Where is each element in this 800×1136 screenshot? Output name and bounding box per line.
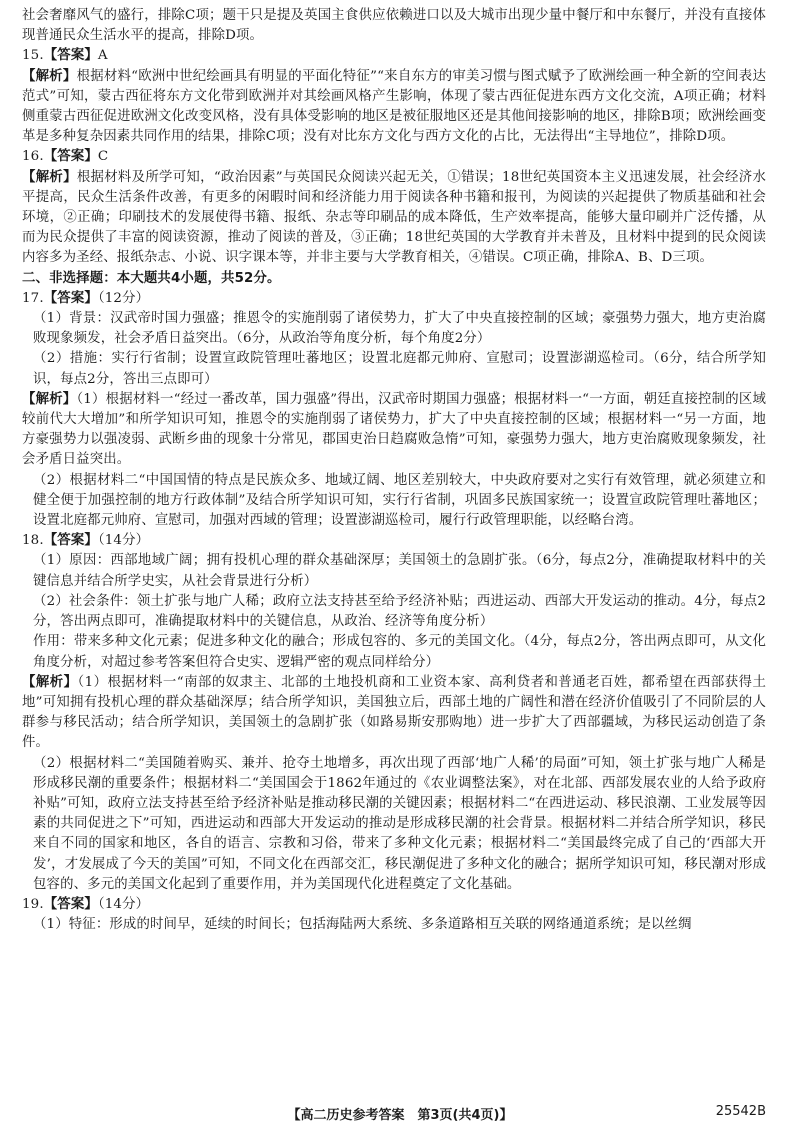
question-number: 17. bbox=[22, 290, 44, 306]
analysis-label: 【解析】 bbox=[22, 68, 77, 84]
analysis-label: 【解析】 bbox=[22, 391, 77, 407]
answer-label: 【答案】 bbox=[43, 290, 98, 306]
q18-answer-line bbox=[22, 531, 766, 551]
question-number: 19. bbox=[22, 896, 44, 912]
q18-analysis-1 bbox=[22, 673, 766, 754]
score: （14分） bbox=[97, 533, 150, 549]
q15-analysis bbox=[22, 67, 766, 148]
q16-answer-line bbox=[22, 147, 766, 167]
answer-value: C bbox=[97, 149, 109, 165]
q19-answer-line bbox=[22, 895, 766, 915]
analysis-text: 根据材料“欧洲中世纪绘画具有明显的平面化特征”“来自东方的审美习惯与图式赋予了欧洲绘画一种全新的空间表达范式”可知，蒙古西征将东方文化带到欧洲并对其绘画风格产生影响，体现了蒙古西征促进东西方文化交流，A项正确；材料侧重蒙古西征促进欧洲文化改变风格，没有具体受影响的地区是被征服地区还是其他间接影响的地区，排除B项；欧洲绘画变革是多种复杂因素共同作用的结果，排除C项；没有对比东方文化与西方文化的占比，无法得出“主导地位”，排除D项。 bbox=[22, 68, 766, 145]
q16-analysis bbox=[22, 168, 766, 269]
q18-answer-part-3: 作用：带来多种文化元素；促进多种文化的融合；形成包容的、多元的美国文化。（4分，每点2分，答出两点即可，从文化角度分析，对超过参考答案但符合史实、逻辑严密的观点同样给分） bbox=[33, 634, 766, 670]
q17-answer-part-1: （1）背景：汉武帝时国力强盛；推恩令的实施削弱了诸侯势力，扩大了中央直接控制的区域；豪强势力强大，地方吏治腐败现象频发，社会矛盾日益突出。（6分，从政治等角度分析，每个角度2分） bbox=[33, 311, 766, 347]
q17-answer-part-2: （2）措施：实行行省制；设置宣政院管理吐蕃地区；设置北庭都元帅府、宣慰司；设置澎湖巡检司。（6分，结合所学知识，每点2分，答出三点即可） bbox=[33, 351, 766, 387]
q18-answer-part-2: （2）社会条件：领土扩张与地广人稀；政府立法支持甚至给予经济补贴；西进运动、西部大开发运动的推动。4分，每点2分，答出两点即可，准确提取材料中的关键信息，从政治、经济等角度分析） bbox=[33, 593, 766, 630]
answer-label: 【答案】 bbox=[43, 533, 98, 549]
answer-label: 【答案】 bbox=[43, 149, 98, 165]
analysis-text: （1）根据材料一“南部的奴隶主、北部的土地投机商和工业资本家、高利贷者和普通老百姓，都希望在西部获得土地”可知拥有投机心理的群众基础深厚；结合所学知识，美国独立后，西部土地的广阔性和潜在经济价值吸引了不同阶层的人群参与移民活动；结合所学知识，美国领土的急剧扩张（如路易斯安那购地）进一步扩大了西部疆域，为移民运动创造了条件。 bbox=[22, 674, 766, 751]
q15-answer-line bbox=[22, 46, 766, 66]
q17-analysis-1 bbox=[22, 390, 766, 471]
question-number: 15. bbox=[22, 48, 44, 64]
answer-label: 【答案】 bbox=[43, 48, 98, 64]
analysis-label: 【解析】 bbox=[22, 169, 77, 185]
answer-content bbox=[22, 6, 766, 935]
answer-value: A bbox=[97, 48, 108, 64]
q17-answer-line bbox=[22, 289, 766, 309]
score: （14分） bbox=[97, 896, 150, 912]
q19-answer-part-1: （1）特征：形成的时间早，延续的时间长；包括海陆两大系统、多条道路相互关联的网络通道系统；是以丝绸 bbox=[33, 917, 692, 933]
footer-title: 【高二历史参考答案 第3页(共4页)】 bbox=[287, 1108, 513, 1123]
q18-analysis-2: （2）根据材料二“美国随着购买、兼并、抢夺土地增多，再次出现了西部‘地广人稀’的局面”可知，领土扩张与地广人稀是形成移民潮的重要条件；根据材料二“美国国会于1862年通过的《农业调整法案》，对在北部、西部发展农业的人给予政府补贴”可知，政府立法支持甚至给予经济补贴是推动移民潮的关键因素；根据材料二“在西进运动、移民浪潮、工业发展等因素的共同促进之下”可知，西进运动和西部大开发运动的推动是形成移民潮的社会背景。根据材料二并结合所学知识，移民来自不同的国家和地区，各自的语言、宗教和习俗，带来了多种文化元素；根据材料二“美国最终完成了自己的‘西部大开发’，才发展成了今天的美国”可知，不同文化在西部交汇，移民潮促进了多种文化的融合；据所学知识可知，移民潮对形成包容的、多元的美国文化起到了重要作用，并为美国现代化进程奠定了文化基础。 bbox=[33, 755, 766, 892]
analysis-label: 【解析】 bbox=[22, 674, 78, 690]
question-number: 16. bbox=[22, 149, 44, 165]
q17-analysis-2: （2）根据材料二“中国国情的特点是民族众多、地域辽阔、地区差别较大，中央政府要对之实行有效管理，就必须建立和健全便于加强控制的地方行政体制”及结合所学知识可知，实行行省制，巩固多民族国家统一；设置宣政院管理吐蕃地区；设置北庭都元帅府、宣慰司，加强对西域的管理；设置澎湖巡检司，履行行政管理职能，以经略台湾。 bbox=[33, 472, 766, 529]
analysis-text: 根据材料及所学可知，“政治因素”与英国民众阅读兴起无关，①错误；18世纪英国资本主义迅速发展，社会经济水平提高，民众生活条件改善，有更多的闲暇时间和经济能力用于阅读各种书籍和报刊，为阅读的兴起提供了物质基础和社会环境，②正确；印刷技术的发展使得书籍、报纸、杂志等印刷品的成本降低，生产效率提高，能够大量印刷并广泛传播，从而为民众提供了丰富的阅读资源，推动了阅读的普及，③正确；18世纪英国的大学教育并未普及，且材料中提到的民众阅读内容多为圣经、报纸杂志、小说、识字课本等，并非主要与大学教育相关，④错误。C项正确，排除A、B、D三项。 bbox=[22, 169, 766, 266]
q18-answer-part-1: （1）原因：西部地域广阔；拥有投机心理的群众基础深厚；美国领土的急剧扩张。（6分，每点2分，准确提取材料中的关键信息并结合所学史实，从社会背景进行分析） bbox=[33, 553, 766, 589]
footer-code: 25542B bbox=[715, 1104, 766, 1119]
q14-continuation: 社会奢靡风气的盛行，排除C项；题干只是提及英国主食供应依赖进口以及大城市出现少量中餐厅和中东餐厅，并没有直接体现普通民众生活水平的提高，排除D项。 bbox=[22, 8, 766, 44]
question-number: 18. bbox=[22, 533, 44, 549]
page-footer bbox=[0, 1104, 800, 1126]
analysis-text: （1）根据材料一“经过一番改革，国力强盛”得出，汉武帝时期国力强盛；根据材料一“一方面，朝廷直接控制的区域较前代大大增加”和所学知识可知，推恩令的实施削弱了诸侯势力，扩大了中央直接控制的区域；根据材料一“另一方面，地方豪强势力以强凌弱、武断乡曲的现象十分常见，郡国吏治日趋腐败急惰”可知，豪强势力强大，地方吏治腐败现象频发，社会矛盾日益突出。 bbox=[22, 391, 766, 468]
answer-label: 【答案】 bbox=[43, 896, 98, 912]
score: （12分） bbox=[97, 290, 150, 306]
section-heading: 二、非选择题：本大题共4小题，共52分。 bbox=[22, 270, 281, 286]
